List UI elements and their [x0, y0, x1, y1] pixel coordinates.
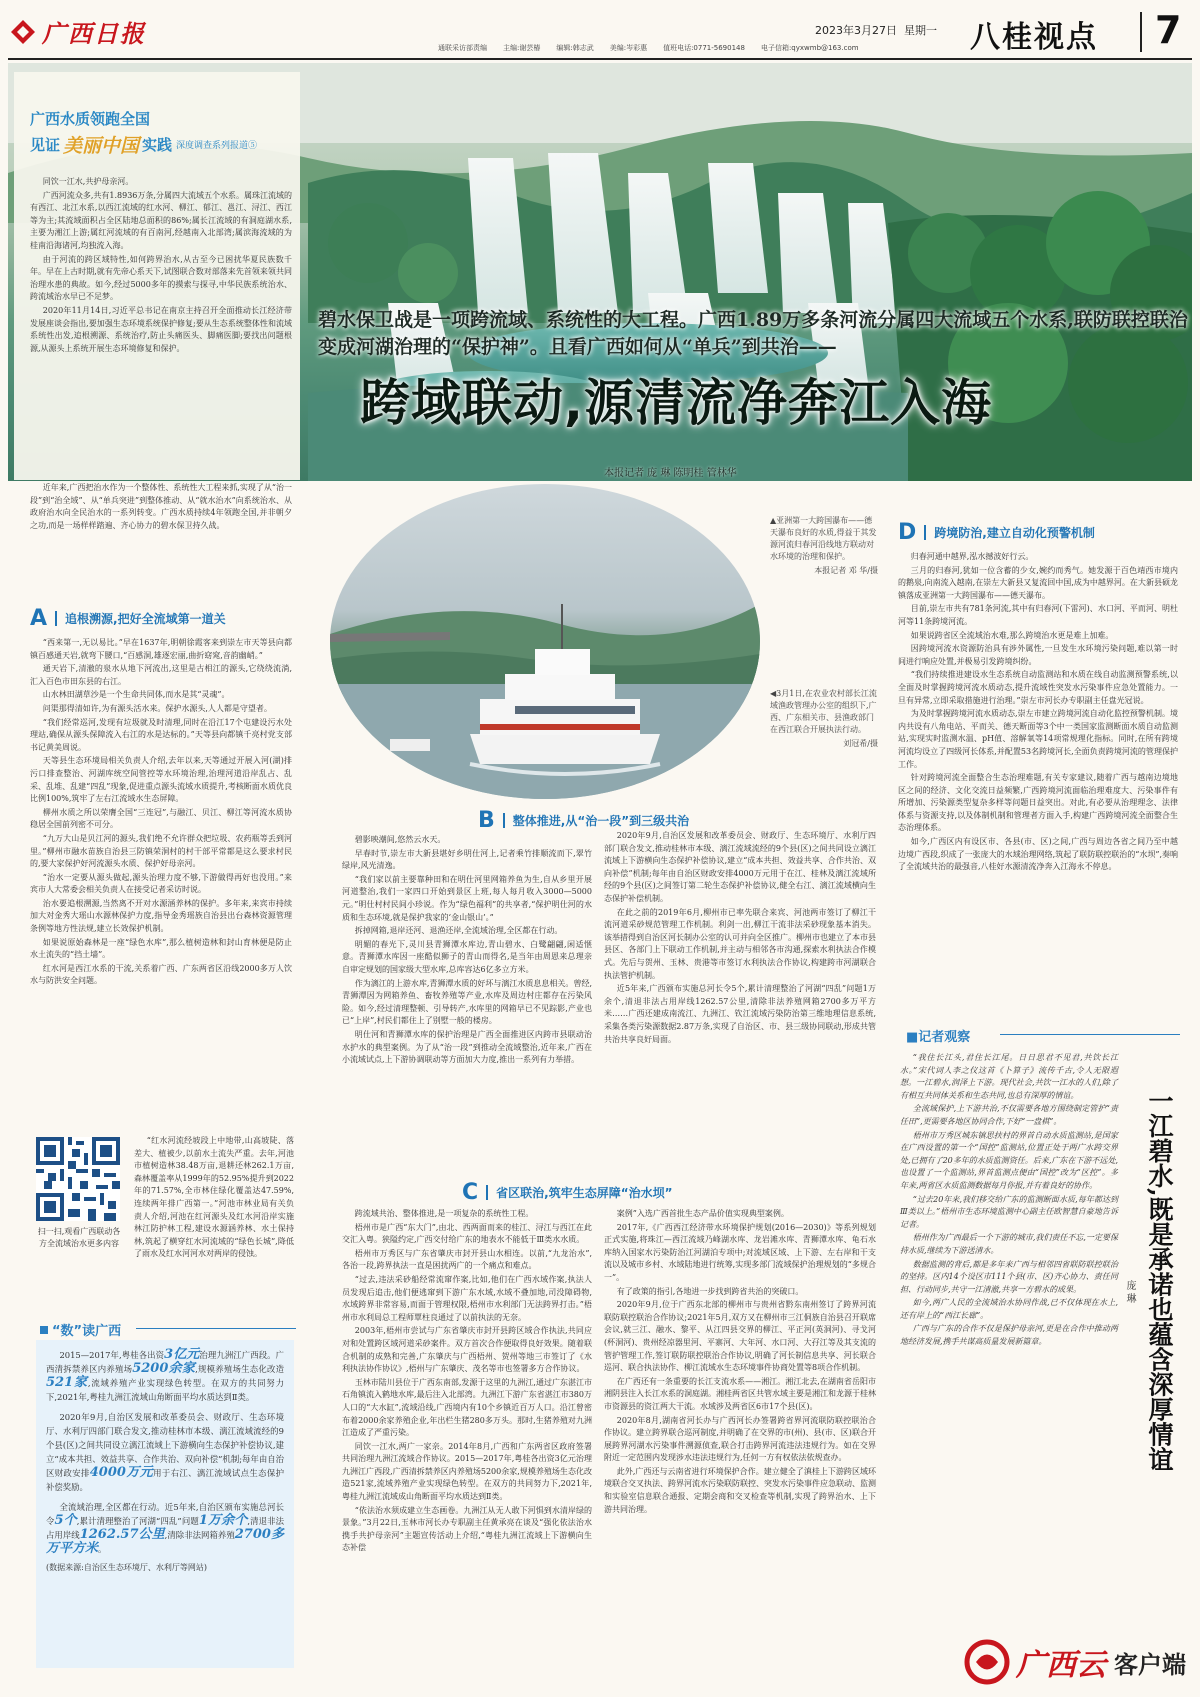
section-d-heading — [898, 520, 1178, 545]
section-b-paragraph: 明媚的春光下,灵川县青狮潭水库边,青山碧水、白鹭翩翩,闲适惬意。青狮潭水库因一座酷似狮子的青山而得名,是当年由周恩来总理亲自审定规划的国家级大型水库,总库容达6亿多立方米。 — [342, 939, 592, 974]
section-b-paragraph: 早春时节,崇左市大新县堪好乡明仕河上,记者乘竹排顺流而下,翠竹绿岸,风光清逸。 — [342, 848, 592, 871]
stat-value: 5200余家 — [132, 1361, 196, 1376]
stat-value: 1262.57公里 — [79, 1527, 165, 1542]
section-a-paragraph: “九万大山是贝江河的源头,我们绝不允许群众把垃圾、农药瓶等丢到河里。”柳州市融水苗族自治县三防镇荣洞村的村干部平常都是这么要求村民的,要大家保护好河流源头水质、保护好母亲河。 — [30, 833, 292, 869]
series-line2b: 美丽中国 — [63, 135, 140, 157]
section-c-paragraph: 此外,广西还与云南省进行环境保护合作。建立健全了滇桂上下游跨区域环境联合交叉执法、跨界河流水污染联防联控、突发水污染事件应急联动、监测和实验室信息联合通报、定期会商和交叉检查等机制,实现了跨界治水、上下游共同治理。 — [604, 1466, 876, 1514]
series-label — [30, 108, 257, 158]
section-b-paragraph: “我们家以前主要靠种田和在明仕河里网箱养鱼为生,自从乡里开展河道整治,我们一家四口开始到景区上班,每人每月收入3000—5000元。”明仕村村民间小珍说。作为“绿色福利”的共享者,“保护明仕河的水质和生态环境,就是保护我家的‘金山银山’。” — [342, 874, 592, 922]
intro-paragraph: 2020年11月14日,习近平总书记在南京主持召开全面推动长江经济带发展座谈会指出,要加强生态环境系统保护修复;要从生态系统整体性和流域系统性出发,追根溯源、系统治疗,防止头痛医头、脚痛医脚;要找出问题根源,从源头上系统开展生态环境修复和保护。 — [30, 305, 292, 353]
section-b-paragraph: 作为漓江的上游水库,青狮潭水质的好坏与漓江水质息息相关。曾经,青狮潭因为网箱养鱼、畜牧养殖等产业,水库及周边村庄都存在污染风险。如今,经过清理整顿、引导转产,水库里的网箱早已不见踪影,产业也已“上岸”,村民们都住上了别墅一般的楼房。 — [342, 978, 592, 1026]
section-c-paragraph: 2017年,《广西西江经济带水环境保护规划(2016—2030)》等系列规划正式实施,将珠江—西江流域乃峰湖水库、龙岩滩水库、青狮潭水库、龟石水库纳入国家水污染防治江河湖泊专项中;对流域区域、上下游、左右岸和干支流以及城市乡村、水域陆地进行统筹,实现多部门流域保护治理规划的“多规合一”。 — [604, 1222, 876, 1282]
section-c-paragraph: 2003年,梧州市尝试与广东省肇庆市封开县跨区域合作执法,共同应对和处置跨区域河道采砂案件。双方首次合作便取得良好效果。随着联合机制的成熟和完善,广东肇庆与广西梧州、贺州等地三市签订了《水利执法协作协议》,梧州与广东肇庆、茂名等市也签署多方合作协议。 — [342, 1326, 592, 1374]
page-number: 7 — [1155, 8, 1182, 52]
stat-value: 521家 — [46, 1375, 88, 1390]
issue-date: 2023年3月27日 星期一 — [815, 24, 937, 37]
section-c-col2 — [604, 1208, 876, 1517]
series-subtitle: 深度调查系列报道⑤ — [176, 141, 258, 151]
stat-value: 5个 — [54, 1513, 77, 1528]
section-b-paragraph: 近5年来,广西颁布实施总河长令5个,累计清理整治了河湖“四乱”问题1万余个,清退非法占用岸线1262.57公里,清除非法养殖网箱2700多万平方米……广西还建成南流江、九洲江、钦江流域污染防治第三维地理信息系统,采集各类污染源数据2.87万条,实现了自治区、市、县三级协同联动,形成共管共治共享良好局面。 — [604, 984, 876, 1044]
ship-photo — [330, 484, 760, 799]
section-a-paragraph: 红水河是西江水系的干流,关系着广西、广东两省区沿线2000多万人饮水与防洪安全问题。 — [30, 963, 292, 986]
stat-value: 2700多万平方米 — [46, 1527, 284, 1556]
section-d-paragraph: 归春河通中越界,泓水撼波好行云。 — [910, 552, 1034, 561]
stats-rule — [136, 1328, 296, 1329]
commentary-author: 庞 琳 — [1124, 1280, 1135, 1304]
byline: 本报记者 庞 琳 陈明桂 管林华 — [604, 468, 737, 479]
logo-diamond-icon — [10, 19, 36, 45]
section-d — [898, 520, 1178, 875]
series-line2c: 实践 — [142, 136, 173, 154]
stat-value: 4000万元 — [89, 1465, 154, 1480]
section-a-paragraph: “我们经常巡河,发现有垃圾就及时清理,同时在沿江17个屯建设污水处理站,确保从源头保障流入右江的水是达标的。”天等县向都镇千亮村党支部书记黄美周说。 — [30, 717, 292, 752]
section-a-paragraph: 通天岩下,清澈的泉水从地下河流出,这里是古相江的源头,它绕绕流淌,汇入百色市田东县的右江。 — [30, 664, 292, 686]
brand-suffix: 客户端 — [1114, 1650, 1186, 1679]
credits-line: 通联采访部责编 主编:谢芸椿 编辑:韩志武 美编:岑彩惠 值班电话:0771-5690148 电子信箱:qyxwmb@163.com — [438, 44, 859, 52]
intro-paragraph: 由于河流的跨区域特性,如何跨界治水,从古至今已困扰华夏民族数千年。早在上古时期,就有先帝心系天下,试图联合数对部落来先首领来领共同治理水患的典故。如今,经过5000多年的摸索与探寻,中华民族系统治水、跨流域治水早已不足梦。 — [30, 254, 292, 302]
commentary-paragraph: “我住长江头,君住长江尾。日日思君不见君,共饮长江水。”宋代词人李之仪这首《卜算子》流传千古,令人无限遐想。一江碧水,润泽上下游。现代社会,共饮一江水的人们,除了有相互共同体关系和生态共同,也总有深厚的情谊。 — [900, 1053, 1118, 1100]
commentary-paragraph: 梧州作为广西最后一个下游的城市,我们责任不忘,一定要保持水质,继续为下游送清水。 — [900, 1233, 1118, 1255]
section-a-paragraph: 问渠那得清如许,为有源头活水来。保护水源头,人人都是守望者。 — [42, 703, 272, 713]
stats-paragraph-2: 2020年9月,自治区发展和改革委员会、财政厅、生态环境厅、水利厅四部门联合发文,推动桂林市本级、漓江流域流经的9个县(区)之间共同设立漓江流域上下游横向生态保护补偿协议,建立“成本共担、效益共享、合作共治、双向补偿”机制;每年由自治区财政安排4000万元用于右江、漓江流域试点生态保护补偿奖励。 — [46, 1412, 285, 1492]
stats-title: “数”读广西 — [52, 1324, 122, 1339]
section-d-paragraph: 如果说跨省区全流域治水难,那么跨境治水更是难上加难。 — [910, 630, 1114, 640]
section-b-paragraph: 2020年9月,自治区发展和改革委员会、财政厅、生态环境厅、水利厅四部门联合发文,推动桂林市本级、漓江流域流经的9个县(区)之间共同设立漓江流域上下游横向生态保护补偿协议,建立“成本共担、效益共享、合作共治、双向补偿”机制;每年由自治区财政安排4000万元用于在江、桂林及漓江流域所经的9个县(区)之间签订第二轮生态保护补偿协议,健全右江、漓江流域横向生态保护补偿机制。 — [604, 831, 876, 903]
section-d-paragraph: 为及时掌握跨境河流水质动态,崇左市建立跨境河流自动化监控预警机制。境内共设有八角电站、平而关、德天断面等3个中一类国家监测断面水质自动监测站,实现实时监测水温、pH值、溶解氧等14项常规理化指标。同时,在所有跨境河流均设立了四级河长体系,并配置53名跨境河长,全面负责跨境河流的管理保护工作。 — [898, 709, 1178, 769]
section-c-paragraph: 玉林市陆川县位于广西东南部,发源于这里的九洲江,通过广东湛江市石角镇流入鹤地水库,最后注入北部湾。九洲江下游广东省湛江市380万人口的“大水缸”,流域沿线,广西境内有10个乡镇近百万人口。沿江曾密布着2000余家养殖企业,年出栏生猪280多万头。那时,生猪养殖对九洲江造成了严重污染。 — [342, 1377, 592, 1438]
section-b-paragraph: 在此之前的2019年6月,柳州市已率先联合来宾、河池两市签订了柳江干流河道采砂规范管理工作机制。利剑一出,柳江干流非法采砂现象基本消失。该举措得到自治区河长制办公室的认可并向全区推广。柳州市也建立了本市县县区、各部门上下联动工作机制,并主动与相邻各市沟通,探索水利执法合作模式。先后与贺州、玉林、贵港等市签订水利执法合作协议,构建跨市河湖联合执法管护机制。 — [604, 907, 876, 980]
brand-logo-icon — [964, 1639, 1010, 1685]
section-b-col1 — [342, 834, 592, 1068]
divider — [1140, 12, 1142, 52]
section-a-paragraph: 柳州水质之所以荣膺全国“三连冠”,与融江、贝江、柳江等河流水质协稳居全国前列密不可分。 — [30, 807, 292, 830]
section-c-letter: C — [462, 1180, 479, 1205]
headline-title: 跨域联动,源清流净奔江入海 — [360, 374, 992, 432]
qr-caption: 扫一扫,观看广西联动各方全流域治水更多内容 — [37, 1227, 121, 1248]
logo-text: 广西日报 — [42, 19, 146, 48]
section-b-title: 整体推进,从“治一段”到三级共治 — [512, 814, 690, 828]
section-c-paragraph: 2020年9月,位于广西东北部的柳州市与贵州省黔东南州签订了跨界河流联防联控联治合作协议;2021年5月,双方又在柳州市三江侗族自治县召开联席会议,就三江、融水、黎平、从江四县交界的柳江、平正河(英洞河)、寻戈河(杯洞河)、贵州经凉器里河、平寨河、大年河、水口河、大孖江等及其支流的管护管理工作,签订联防联控联治合作协议,明确了河长制信息共享、河长联合巡河、联合执法协作、柳江流域水生态环境事件协商处置等8项合作机制。 — [604, 1300, 876, 1373]
section-d-paragraph: 如今,广西区内有设区市、各县(市、区)之间,广西与周边各省之间乃至中越边境广西段,织成了一张庞大的水域治理网络,筑起了联防联控联治的“水坝”,奏响了全流域共治的最强音,八桂好水源清流净奔入江海永不停息。 — [898, 837, 1178, 872]
section-c-paragraph: 在广西还有一条重要的长江支流水系——湘江。湘江北去,在湖南省岳阳市湘阴县注入长江水系的洞庭湖。湘桂两省区共管水域主要是湘江和龙源于桂林市资源县的资江两大干流。水域涉及两省区6市17个县(区)。 — [604, 1376, 876, 1411]
commentary-body — [900, 1052, 1118, 1350]
section-b-paragraph: 明仕河和青狮潭水库的保护治理是广西全面推进区内跨市县联动治水护水的典型案例。为了从“治一段”到推动全流域整治,近年来,广西在小流域试点,上下游协调联动等方面加大力度,推出一系列有力举措。 — [342, 1029, 592, 1065]
section-d-paragraph: 目前,崇左市共有781条河流,其中有归春河(下雷河)、水口河、平而河、明杜河等11条跨境河流。 — [898, 604, 1178, 626]
section-c-paragraph: 跨流域共治、整体推进,是一项复杂的系统性工程。 — [354, 1209, 534, 1218]
section-a-paragraph: “红水河流经坡段上中地带,山高坡陡、落差大、植被少,以前水土流失严重。去年,河池市植树造林38.48万亩,退耕还林262.1万亩,森林覆盖率从1999年的52.95%提升到2022年的71.57%,全市林住绿化覆盖达47.59%,连续两年排广西第一。”河池市林业局有关负责人介绍,河池在红河源头及红水河沿岸实施林江防护林工程,建设水源涵养林、水土保持林,筑起了横穿红水河流域的“绿色长城”,降低了雨水及红水河河水对两岸的侵蚀。 — [134, 1136, 294, 1259]
section-a-paragraph: 山水林田湖草沙是一个生命共同体,而水是其“灵魂”。 — [42, 690, 230, 700]
section-d-paragraph: “我们持续推进建设水生态系统自动监测站和水质在线自动监测预警系统,以全面及时掌握跨境河流水质动态,提升流域性突发水污染事件应急处置能力。一旦有异常,立即采取措施进行治理。”崇左市河长办专职副主任盘光冠说。 — [898, 670, 1178, 705]
series-line2a: 见证 — [30, 136, 61, 154]
commentary-paragraph: 数据监测的背后,都是多年来广西与相邻四省联防联控联治的坚持。区内14个设区市111个县(市、区)齐心协力、责任同担、行动同步,共守一江清澈,共享一方碧水的成果。 — [900, 1259, 1118, 1294]
commentary-paragraph: “过去20年来,我们移交给广东的监测断面水质,每年都达到Ⅲ类以上。”梧州市生态环境监测中心副主任欧智慧自豪地告诉记者。 — [900, 1194, 1118, 1229]
section-a-paragraph: “西来第一,无以易比。”早在1637年,明朝徐霞客来到崇左市天等县向都镇百感通天岩,就弯下腰口,“百感洞,雄逐宏丽,曲折窈窕,音韵幽峭。” — [30, 638, 292, 660]
section-d-title: 跨境防治,建立自动化预警机制 — [934, 526, 1095, 540]
intro-paragraph: 近年来,广西把治水作为一个整体性、系统性大工程来抓,实现了从“治一段”到“治全域”、从“单兵突进”到整体推动、从“就水治水”向系统治水、从政府治水向全民治水的一系列转变。广西水质持续4年领跑全国,并非朝夕之功,而是一场样样踏遍、齐心协力的碧水保卫持久战。 — [30, 483, 292, 530]
commentary-label: ■记者观察 — [906, 1030, 971, 1045]
section-c-paragraph: “过去,违法采砂船经常流窜作案,比如,他们在广西水域作案,执法人员发现后追击,他们便逃窜到下游广东水域,水域不叠加地,司没障碍物,水域跨界非常容易,而面于管理权限,梧州市水利部门无法跨界打击。”梧州市水利局总工程师覃柱良通过了以前执法的无奈。 — [342, 1274, 592, 1322]
stats-paragraph-1: 2015—2017年,粤桂各出资3亿元治理九洲江广西段。广西清拆禁养区内养殖场5200余家,规模养殖场生态化改造521家,流域养殖产业实现绿色转型。在双方的共同努力下,2021年,粤桂九洲江流域山角断面平均水质达到Ⅱ类。 — [46, 1347, 285, 1402]
section-a-paragraph: 如果说原始森林是一座“绿色水库”,那么植树造林和封山育林便是防止水土流失的“挡土墙”。 — [30, 937, 292, 960]
intro-box — [14, 72, 300, 480]
stats-paragraph-3: 全流域治理,全区都在行动。近5年来,自治区颁布实施总河长令5个,累计清理整治了河湖“四乱”问题1万余个,清退非法占用岸线1262.57公里,清除非法网箱养殖2700多万平方米。 — [46, 1502, 285, 1556]
intro-paragraph: 广西河流众多,共有1.8936万条,分属四大流域五个水系。属珠江流域的有西江、北江水系,以西江流域的红水河、柳江、郁江、邕江、浔江、西江等为主;其流域面积占全区陆地总面积的86%;属长江流域的有洞庭湖水系,主要为湘江上游;属红河流域的有百南河,经越南入北部湾;属滨海流域的为桂南沿海诸河,均独流入海。 — [30, 190, 292, 250]
section-c-paragraph: 同饮一江水,两广一家亲。2014年8月,广西和广东两省区政府签署共同治理九洲江流域合作协议。2015—2017年,粤桂各出资3亿元治理九洲江广西段,广西清拆禁养区内养殖场5200余家,规模养殖场生态化改造521家,流域养殖产业实现绿色转型。在双方的共同努力下,2021年,粤桂九洲江流域成山角断面平均水质达到Ⅱ类。 — [342, 1441, 592, 1502]
photo-caption-1: ▲亚洲第一大跨国瀑布——德天瀑布良好的水质,得益于其发源河流归春河沿线地方联动对水环境的治理和保护。 本报记者 邓 华/摄 — [770, 516, 878, 575]
section-a-paragraph: 治水要追根溯源,当然离不开对水源涵养林的保护。多年来,来宾市持续加大对金秀大瑶山水源林保护力度,指导金秀瑶族自治县出台森林资源管理条例等地方性法规,建立长效保护机制。 — [30, 898, 292, 934]
commentary-rule — [1000, 1034, 1180, 1035]
series-line1: 广西水质领跑全国 — [30, 110, 151, 128]
section-b-col2 — [604, 830, 876, 1047]
photo-credit-2: 刘冠希/摄 — [843, 739, 878, 748]
section-c-paragraph: 有了政策的指引,各地进一步找到跨省共治的突破口。 — [616, 1286, 804, 1296]
stat-value: 3亿元 — [164, 1347, 200, 1362]
section-a — [30, 606, 292, 989]
section-b-paragraph: 拆掉网箱,退岸还河、退渔还岸,全流域治理,全区都在行动。 — [354, 926, 563, 936]
section-d-letter: D — [898, 520, 917, 545]
section-a-paragraph: 天等县生态环境局相关负责人介绍,去年以来,天等通过开展入河(湖)排污口排查整治、河湖库统空间管控等水环境治理,治理河道沿岸乱占、乱采、乱堆、乱建“四乱”现象,促进重点源头流域水质提升,考核断面水质优良比例100%,筑牢了左右江流域水生态屏障。 — [30, 756, 292, 804]
qr-code[interactable] — [36, 1137, 120, 1221]
section-name: 八桂视点 — [970, 20, 1098, 55]
qr-code-icon — [36, 1137, 120, 1221]
section-d-paragraph: 三月的归春河,犹如一位含蓄的少女,婉约而秀气。她发源于百色靖西市境内的鹅泉,向南流入越南,在崇左大新县又复流回中国,成为中越界河。在大新县硕龙镇落成亚洲第一大跨国瀑布——德天瀑布。 — [898, 565, 1178, 600]
photo-caption-2: ◀3月1日,在农业农村部长江流域渔政管理办公室的组织下,广西、广东相关市、县渔政部门在西江联合开展执法行动。 刘冠希/摄 — [770, 689, 878, 748]
headline-deck: 碧水保卫战是一项跨流域、系统性的大工程。广西1.89万多条河流分属四大流域五个水系,联防联控联治变成河湖治理的“保护神”。且看广西如何从“单兵”到共治—— — [318, 309, 1188, 358]
ship-scene — [330, 484, 760, 799]
section-a-title: 追根溯源,把好全流域第一道关 — [65, 612, 226, 626]
stats-heading — [40, 1320, 121, 1339]
section-b-letter: B — [478, 808, 495, 833]
section-a-letter: A — [30, 606, 48, 631]
section-c-paragraph: 案例”入选广西首批生态产品价值实现典型案例。 — [616, 1209, 789, 1218]
stats-box — [36, 1340, 294, 1668]
stat-value: 1万余个 — [198, 1513, 248, 1528]
masthead — [0, 0, 1200, 62]
section-a-last — [134, 1135, 294, 1262]
commentary-paragraph: 如今,两广人民的全流域治水协同作战,已不仅体现在水上,还有岸上的“西江长廊”。 — [900, 1298, 1118, 1320]
section-c-heading — [462, 1180, 673, 1205]
stats-source: (数据来源:自治区生态环境厅、水利厅等网站) — [46, 1563, 207, 1572]
intro-text — [30, 176, 292, 356]
section-c-paragraph: 梧州市是广西“东大门”,由北、西两面而来的桂江、浔江与西江在此交汇入粤。狭隘约定,广西交付给广东的地表水不能低于Ⅲ类水水质。 — [342, 1222, 592, 1245]
section-c-paragraph: 梧州市万秀区与广东省肇庆市封开县山水相连。以前,“九龙治水”,各治一段,跨界执法一直是困扰两广的一个痛点和难点。 — [342, 1248, 592, 1271]
commentary-paragraph: 梧州市万秀区城东镇思扶村的界首自动水质监测站,是国家在广西设置的第一个“国控”监测站,位置正处于两广水跨交界处,已拥有了20多年的水质监测资任。后来,广东在下游不远处,也设置了一个监测站,界首监测点便由“国控”改为“区控”。多年来,两省区水质监测数据每月你报,并有着良好的协作。 — [900, 1130, 1118, 1190]
section-c-paragraph: “依法治水须成建立生态画卷。九洲江从无人敢下河惧到水清岸绿的景象。”3月22日,玉林市河长办专职副主任黄承亮在谈及“强化依法治水 携手共护母亲河”主题宣传活动上介绍,“粤桂九洲江流域上下游横向生态补偿 — [342, 1505, 592, 1553]
intro-continue — [30, 482, 292, 533]
section-d-paragraph: 针对跨境河流全面整合生态治理难题,有关专家建议,随着广西与越南边境地区之间的经济、文化交流日益频繁,广西跨境河流面临治理难度大、污染事件有所增加、污染源类型复杂多样等问题日益突出。对此,有必要从治理理念、法律体系与资源支持,以及体制机制和管理者方面入手,构建广西跨境河流全面整合生态治理体系。 — [898, 773, 1178, 833]
section-c-col1 — [342, 1208, 592, 1556]
newspaper-logo — [10, 14, 146, 49]
commentary-title: 一江碧水,既是承诺也蕴含深厚情谊 — [1145, 1088, 1174, 1472]
commentary-paragraph: 全流域保护,上下游共治,不仅需要各地方围绕制定管护“责任田”,更需要各地区协同合作,下好“一盘棋”。 — [900, 1104, 1118, 1126]
photo-credit-1: 本报记者 邓 华/摄 — [814, 566, 878, 575]
stats-square-icon — [40, 1326, 48, 1334]
section-d-paragraph: 因跨境河流水资源防治具有涉外属性,一旦发生水环境污染问题,难以第一时间进行响应处置,并极易引发跨境纠纷。 — [898, 644, 1178, 666]
masthead-rule — [8, 58, 1192, 60]
section-c-title: 省区联治,筑牢生态屏障“治水坝” — [496, 1186, 673, 1200]
section-c-paragraph: 2020年8月,湖南省河长办与广西河长办签署跨省界河流联防联控联治合作协议。建立跨界联合巡河制度,并明确了在交界的市(州)、县(市、区)联合开展跨界河湖水污染事件溯源侦查,联合打击跨界河流违法违规行为。如在交界附近一定范围内发现涉水违法违规行为,任何一方有权依法依规查办。 — [604, 1415, 876, 1463]
section-a-heading — [30, 606, 292, 631]
footer-brand[interactable] — [866, 1632, 1192, 1692]
intro-paragraph: 同饮一江水,共护母亲河。 — [42, 177, 134, 186]
commentary-paragraph: 广西与广东的合作不仅是保护母亲河,更是在合作中推动两地经济发展,携手共谋高质量发展新篇章。 — [900, 1324, 1118, 1347]
section-b-paragraph: 碧影映潮间,悠然云水天。 — [354, 835, 446, 844]
section-a-paragraph: “治水一定要从源头做起,源头治理力度不够,下游做得再好也没用。”来宾市人大常委会相关负责人在接受记者采访时说。 — [30, 872, 292, 895]
brand-name: 广西云 — [1016, 1648, 1106, 1683]
